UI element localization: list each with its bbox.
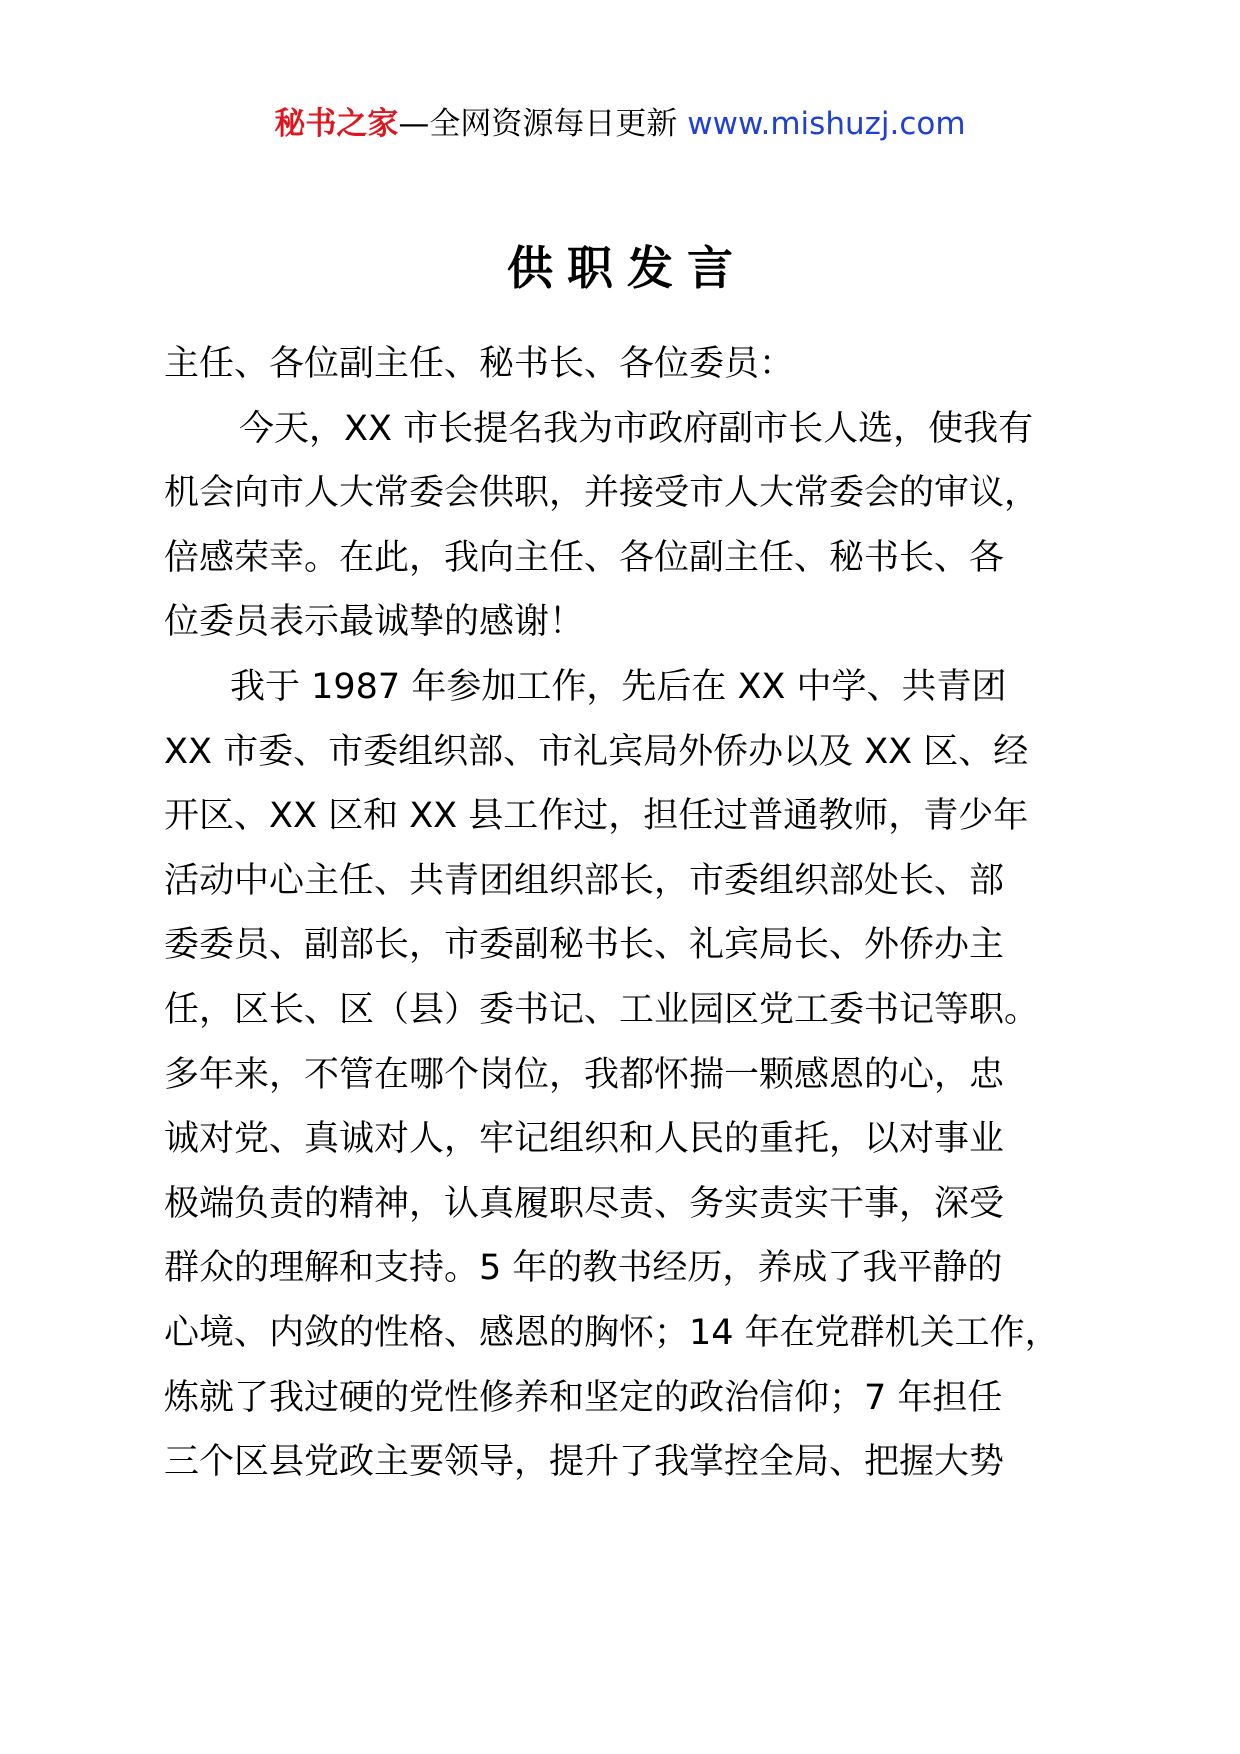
paragraph-line: 炼就了我过硬的党性修养和坚定的政治信仰；7 年担任 bbox=[164, 1377, 1003, 1418]
paragraph-line: 活动中心主任、共青团组织部长，市委组织部处长、部 bbox=[164, 860, 1005, 901]
paragraph-line: 我于 1987 年参加工作，先后在 XX 中学、共青团 bbox=[230, 666, 1007, 707]
site-tagline: —全网资源每日更新 bbox=[398, 106, 688, 142]
paragraph-line: 任，区长、区（县）委书记、工业园区党工委书记等职。 bbox=[164, 989, 1040, 1030]
salutation-line: 主任、各位副主任、秘书长、各位委员： bbox=[164, 344, 795, 384]
paragraph-line: 倍感荣幸。在此，我向主任、各位副主任、秘书长、各 bbox=[164, 537, 1005, 578]
paragraph-line: 委委员、副部长，市委副秘书长、礼宾局长、外侨办主 bbox=[164, 925, 1005, 966]
paragraph-line: 开区、XX 区和 XX 县工作过，担任过普通教师，青少年 bbox=[164, 796, 1029, 837]
paragraph-line: 今天，XX 市长提名我为市政府副市长人选，使我有 bbox=[239, 408, 1034, 449]
paragraph-line: 极端负责的精神，认真履职尽责、务实责实干事，深受 bbox=[164, 1183, 1005, 1224]
paragraph-line: 位委员表示最诚挚的感谢！ bbox=[164, 602, 585, 643]
site-header bbox=[0, 104, 1240, 144]
paragraph-line: XX 市委、市委组织部、市礼宾局外侨办以及 XX 区、经 bbox=[164, 731, 1029, 772]
paragraph-line: 机会向市人大常委会供职，并接受市人大常委会的审议， bbox=[164, 473, 1040, 514]
paragraph-line: 三个区县党政主要领导，提升了我掌控全局、把握大势 bbox=[164, 1442, 1005, 1483]
paragraph-line: 心境、内敛的性格、感恩的胸怀；14 年在党群机关工作， bbox=[164, 1312, 1060, 1353]
site-brand: 秘书之家 bbox=[274, 106, 399, 142]
site-url-link[interactable]: www.mishuzj.com bbox=[687, 106, 966, 142]
paragraph-line: 多年来，不管在哪个岗位，我都怀揣一颗感恩的心，忠 bbox=[164, 1054, 1005, 1095]
document-body bbox=[164, 332, 1124, 1495]
paragraph-line: 群众的理解和支持。5 年的教书经历，养成了我平静的 bbox=[164, 1248, 1003, 1289]
paragraph-line: 诚对党、真诚对人，牢记组织和人民的重托，以对事业 bbox=[164, 1119, 1005, 1160]
document-title: 供职发言 bbox=[507, 241, 747, 295]
